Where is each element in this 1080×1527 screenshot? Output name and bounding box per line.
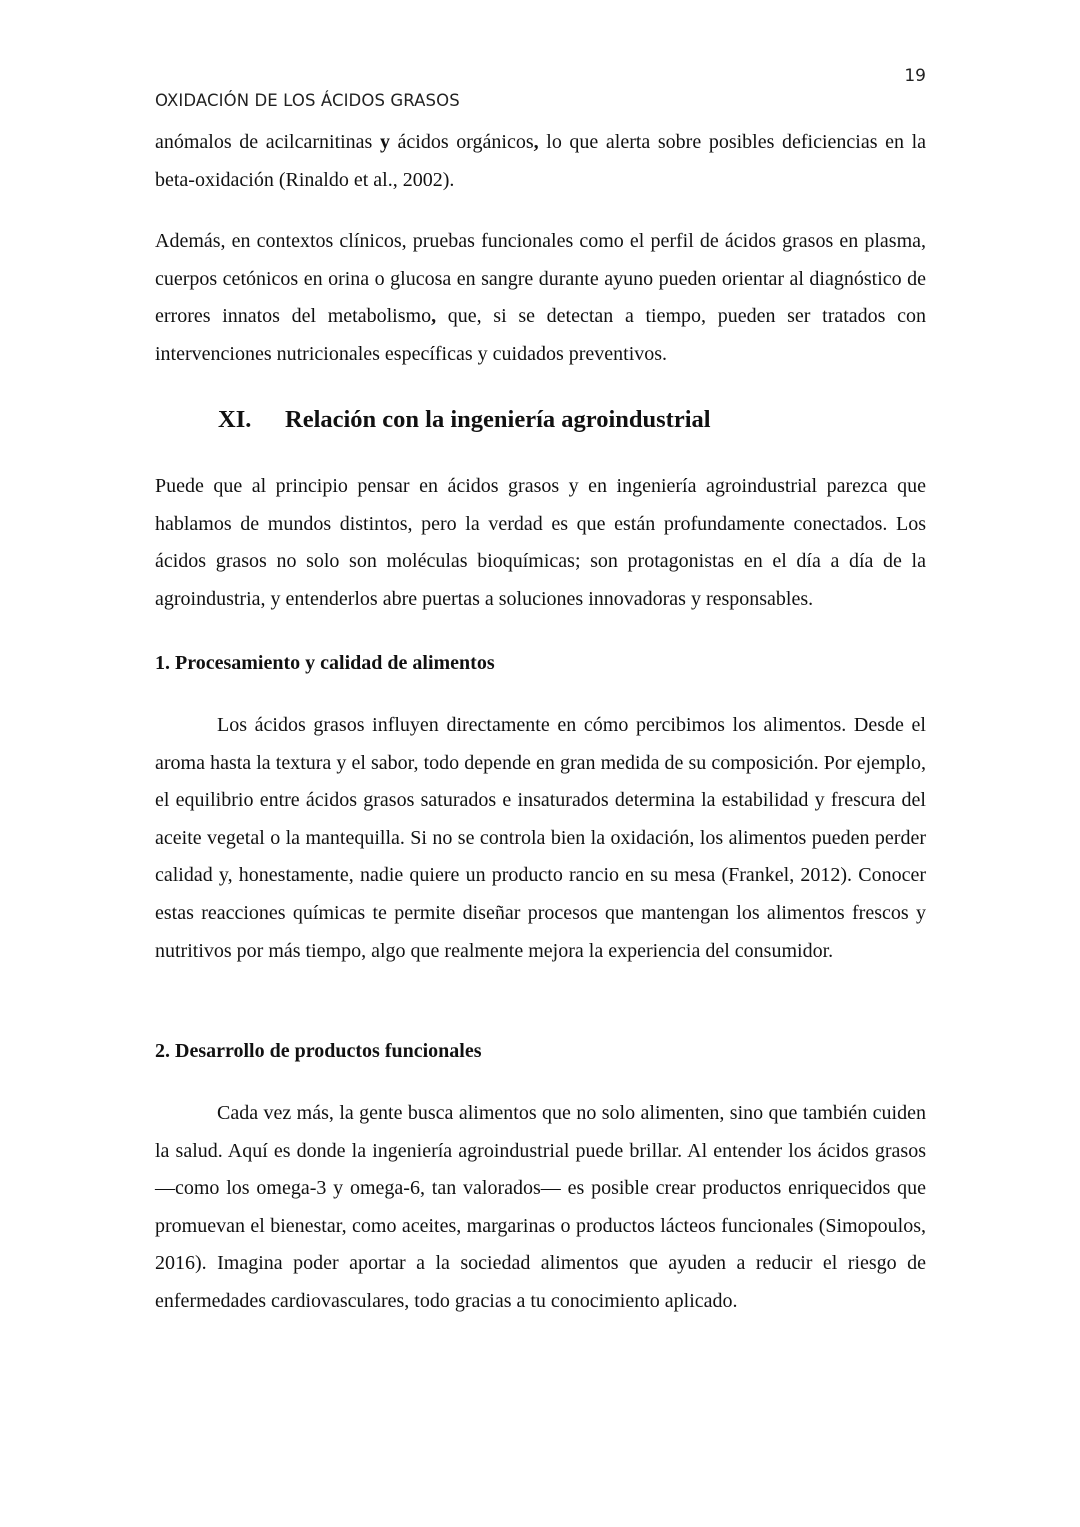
paragraph-clinical-tests	[155, 223, 926, 373]
section-heading	[218, 403, 711, 437]
paragraph-text: anómalos de acilcarnitinas	[155, 131, 380, 153]
running-header: OXIDACIÓN DE LOS ÁCIDOS GRASOS	[155, 91, 460, 110]
section-numeral: XI.	[218, 406, 252, 433]
section-title: Relación con la ingeniería agroindustrial	[285, 406, 711, 433]
paragraph-text: que, si se detectan a tiempo, pueden ser tratados con intervenciones nutricionales específicas y cuidados preventivos.	[155, 305, 927, 365]
paragraph-intro: Puede que al principio pensar en ácidos grasos y en ingeniería agroindustrial parezca que hablamos de mundos distintos, pero la verdad es que están profundamente conectados. Los ácidos grasos no solo son moléculas bioquímicas; son protagonistas en el día a día de la agroindustria, y entenderlos abre puertas a soluciones innovadoras y responsables.	[155, 475, 926, 610]
paragraph-bold-text: ,	[431, 305, 437, 328]
paragraph-continuation	[155, 124, 926, 199]
paragraph-functional-products: Cada vez más, la gente busca alimentos que no solo alimenten, sino que también cuiden la salud. Aquí es donde la ingeniería agroindustrial puede brillar. Al entender los ácidos grasos —como los omega-3 y omega-6, tan valorados— es posible crear productos enriquecidos que promuevan el bienestar, como aceites, margarinas o productos lácteos funcionales (Simopoulos, 2016). Imagina poder aportar a la sociedad alimentos que ayuden a reducir el riesgo de enfermedades cardiovasculares, todo gracias a tu conocimiento aplicado.	[155, 1102, 926, 1312]
paragraph-bold-text: y	[379, 131, 390, 153]
page-number: 19	[904, 66, 926, 86]
subheading-functional-products: 2. Desarrollo de productos funcionales	[155, 1040, 482, 1062]
paragraph-bold-text: ,	[533, 131, 539, 153]
paragraph-text: ácidos orgánicos	[389, 131, 534, 153]
paragraph-text: lo que alerta sobre posibles deficiencias en la beta-oxidación (Rinaldo et al., 2002).	[155, 131, 926, 191]
paragraph-text: Además, en contextos clínicos, pruebas funcionales como el perfil de ácidos grasos en plasma, cuerpos cetónicos en orina o glucosa en sangre durante ayuno pueden orientar al diagnóstico de errores innatos del metabolismo	[155, 230, 926, 328]
paragraph-processing: Los ácidos grasos influyen directamente en cómo percibimos los alimentos. Desde el aroma hasta la textura y el sabor, todo depende en gran medida de su composición. Por ejemplo, el equilibrio entre ácidos grasos saturados e insaturados determina la estabilidad y frescura del aceite vegetal o la mantequilla. Si no se controla bien la oxidación, los alimentos pueden perder calidad y, honestamente, nadie quiere un producto rancio en su mesa (Frankel, 2012). Conocer estas reacciones químicas te permite diseñar procesos que mantengan los alimentos frescos y nutritivos por más tiempo, algo que realmente mejora la experiencia del consumidor.	[155, 714, 926, 962]
subheading-processing: 1. Procesamiento y calidad de alimentos	[155, 652, 495, 674]
